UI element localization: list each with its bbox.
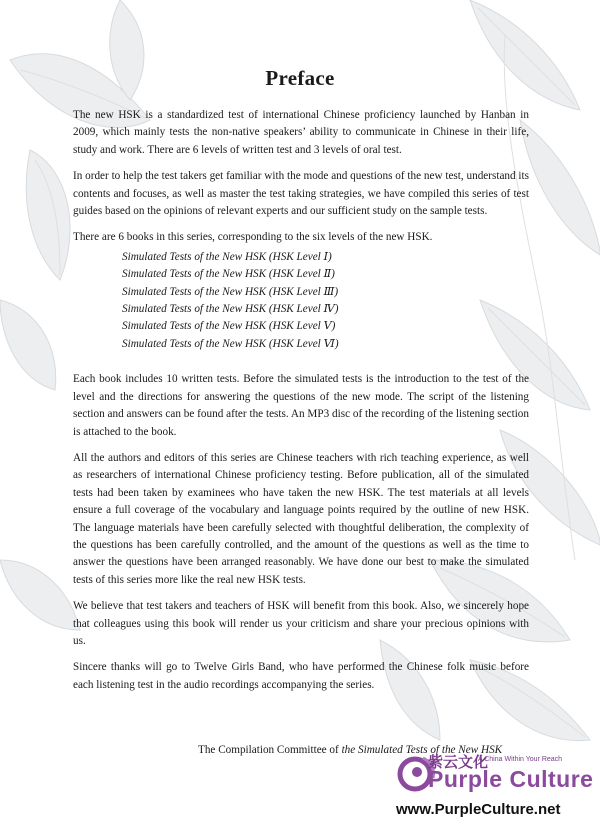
- watermark-brand: Purple Culture: [428, 766, 594, 792]
- signature-series: the Simulated Tests of the New HSK: [341, 744, 503, 756]
- paragraph-intro: The new HSK is a standardized test of international Chinese proficiency launched by Hanban in 2009, which mainly tests the non-native speakers’ ability to communicate in Chinese in their life, study and work. There are 6 levels of written test and 3 levels of oral test.: [73, 109, 529, 156]
- watermark-url: www.PurpleCulture.net: [396, 801, 561, 818]
- paragraph-thanks: Sincere thanks will go to Twelve Girls Band, who have performed the Chinese folk music before each listening test in the audio recordings accompanying the series.: [73, 661, 529, 691]
- watermark-chinese: 紫云文化: [428, 753, 489, 771]
- paragraph-books-intro: There are 6 books in this series, corresponding to the six levels of the new HSK.: [73, 231, 433, 244]
- paragraph-purpose: In order to help the test takers get familiar with the mode and questions of the new test, understand its contents and focuses, as well as master the test taking strategies, we have compiled this series of test guides based on the opinions of relevant experts and our sufficient study on the sample tests.: [73, 170, 529, 218]
- page-title: Preface: [265, 66, 335, 90]
- book-item-level-3: Simulated Tests of the New HSK (HSK Level Ⅲ): [122, 285, 339, 298]
- book-item-level-4: Simulated Tests of the New HSK (HSK Level Ⅳ): [122, 303, 339, 316]
- book-item-level-5: Simulated Tests of the New HSK (HSK Level Ⅴ): [122, 320, 336, 333]
- paragraph-authors: All the authors and editors of this series are Chinese teachers with rich teaching experience, as well as researchers of international Chinese proficiency testing. Before publication, all of the simulated tests had been taken by examinees who have taken the new HSK. The test materials at all levels ensure a full coverage of the vocabulary and language points required by the outline of new HSK. The language materials have been carefully selected with thoughtful deliberation, the complexity of the questions has been carefully controlled, and the amount of the questions as well as the time to answer the questions have been arranged reasonably. We have done our best to make the simulated tests of this series more like the real new HSK tests.: [73, 451, 529, 586]
- preface-body: [73, 107, 529, 703]
- book-item-level-1: Simulated Tests of the New HSK (HSK Level Ⅰ): [122, 250, 332, 263]
- paragraph-contents: Each book includes 10 written tests. Before the simulated tests is the introduction to the test of the level and the directions for answering the questions of the new mode. The script of the listening section and answers can be found after the tests. An MP3 disc of the recording of the listening section is attached to the book.: [73, 373, 529, 438]
- watermark-tagline: A China Within Your Reach: [478, 756, 563, 763]
- book-item-level-2: Simulated Tests of the New HSK (HSK Level Ⅱ): [122, 268, 335, 281]
- book-list: [73, 249, 529, 353]
- signature-prefix: The Compilation Committee of: [198, 744, 339, 756]
- paragraph-benefit: We believe that test takers and teachers of HSK will benefit from this book. Also, we sincerely hope that colleagues using this book will render us your criticism and share your precious opinions with us.: [73, 600, 529, 647]
- book-item-level-6: Simulated Tests of the New HSK (HSK Level Ⅵ): [122, 337, 339, 350]
